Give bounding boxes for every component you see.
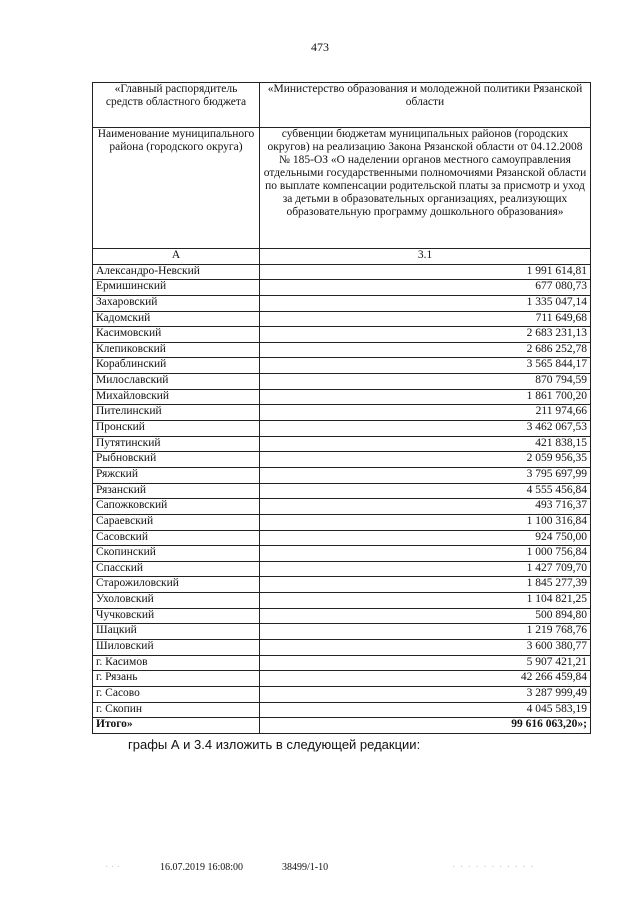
footer-faint-mark-right: · · · · · · · · · · · [452,862,535,873]
district-name: Старожиловский [93,577,260,593]
district-name: Сасовский [93,530,260,546]
subvention-amount: 1 845 277,39 [260,577,591,593]
total-row [93,718,591,734]
subvention-amount: 2 059 956,35 [260,452,591,468]
district-name: Шиловский [93,640,260,656]
table-row [93,452,591,468]
district-name: Пителинский [93,405,260,421]
distributor-value: «Министерство образования и молодежной политики Рязанской области [260,83,591,128]
table-row [93,436,591,452]
district-name: Ряжский [93,467,260,483]
subvention-amount: 2 686 252,78 [260,342,591,358]
table-row [93,483,591,499]
table-row [93,405,591,421]
subvention-column-title: субвенции бюджетам муниципальных районов (городских округов) на реализацию Закона Рязанской области от 04.12.2008 № 185-ОЗ «О наделении органов местного самоуправления отдельными государственными полномочиями Рязанской области по выплате компенсации родительской платы за присмотр и уход за детьми в образовательных организациях, реализующих образовательную программу дошкольного образования» [260,128,591,249]
table-row [93,342,591,358]
subvention-amount: 211 974,66 [260,405,591,421]
table-row [93,593,591,609]
column-index-row [93,249,591,265]
subvention-amount: 1 100 316,84 [260,514,591,530]
distributor-label: «Главный распорядитель средств областного бюджета [93,83,260,128]
subvention-amount: 5 907 421,21 [260,655,591,671]
district-name: Чучковский [93,608,260,624]
district-name: Пронский [93,421,260,437]
subvention-amount: 500 894,80 [260,608,591,624]
table-row [93,264,591,280]
district-name: Шацкий [93,624,260,640]
subvention-amount: 2 683 231,13 [260,327,591,343]
table-row [93,295,591,311]
district-name: г. Касимов [93,655,260,671]
subvention-amount: 1 991 614,81 [260,264,591,280]
subvention-amount: 493 716,37 [260,499,591,515]
table-row [93,327,591,343]
district-column-title: Наименование муниципального района (городского округа) [93,128,260,249]
column-index-3-1: 3.1 [260,249,591,265]
district-name: Ермишинский [93,280,260,296]
subvention-amount: 4 045 583,19 [260,702,591,718]
footer-doc-number: 38499/1-10 [282,862,329,873]
table-row [93,374,591,390]
district-name: Касимовский [93,327,260,343]
subvention-amount: 3 600 380,77 [260,640,591,656]
district-name: Александро-Невский [93,264,260,280]
table-row [93,561,591,577]
district-name: Сараевский [93,514,260,530]
district-name: Кораблинский [93,358,260,374]
table-row [93,514,591,530]
subvention-amount: 1 335 047,14 [260,295,591,311]
district-name: Кадомский [93,311,260,327]
table-row [93,655,591,671]
district-name: г. Рязань [93,671,260,687]
table-row [93,389,591,405]
table-row [93,311,591,327]
footer-faint-mark-left: · · · [105,862,120,873]
caption-text: графы А и 3.4 изложить в следующей редакции: [128,737,421,752]
district-name: Ухоловский [93,593,260,609]
district-name: Захаровский [93,295,260,311]
subvention-amount: 3 287 999,49 [260,686,591,702]
district-name: Михайловский [93,389,260,405]
subvention-amount: 421 838,15 [260,436,591,452]
table-row [93,280,591,296]
district-name: Клепиковский [93,342,260,358]
district-name: г. Сасово [93,686,260,702]
subvention-amount: 1 861 700,20 [260,389,591,405]
subvention-amount: 3 565 844,17 [260,358,591,374]
subvention-amount: 870 794,59 [260,374,591,390]
budget-table [92,82,591,734]
header-row-names [93,128,591,249]
table-row [93,421,591,437]
table-row [93,499,591,515]
district-name: Рыбновский [93,452,260,468]
district-name: Сапожковский [93,499,260,515]
subvention-amount: 3 462 067,53 [260,421,591,437]
header-row-distributor [93,83,591,128]
table-row [93,624,591,640]
table-row [93,671,591,687]
district-name: г. Скопин [93,702,260,718]
page-number: 473 [311,40,329,54]
table-row [93,546,591,562]
total-amount: 99 616 063,20»; [260,718,591,734]
total-label: Итого» [93,718,260,734]
district-name: Скопинский [93,546,260,562]
subvention-amount: 4 555 456,84 [260,483,591,499]
subvention-amount: 677 080,73 [260,280,591,296]
footer-date: 16.07.2019 16:08:00 [160,862,244,873]
table-row [93,608,591,624]
column-index-a: А [93,249,260,265]
district-name: Милославский [93,374,260,390]
subvention-amount: 924 750,00 [260,530,591,546]
table-row [93,358,591,374]
subvention-amount: 1 000 756,84 [260,546,591,562]
district-name: Спасский [93,561,260,577]
table-row [93,530,591,546]
district-name: Путятинский [93,436,260,452]
subvention-amount: 42 266 459,84 [260,671,591,687]
district-name: Рязанский [93,483,260,499]
subvention-amount: 711 649,68 [260,311,591,327]
subvention-amount: 1 219 768,76 [260,624,591,640]
subvention-amount: 1 104 821,25 [260,593,591,609]
table-row [93,640,591,656]
subvention-amount: 1 427 709,70 [260,561,591,577]
subvention-amount: 3 795 697,99 [260,467,591,483]
table-row [93,577,591,593]
table-row [93,702,591,718]
table-row [93,686,591,702]
table-row [93,467,591,483]
